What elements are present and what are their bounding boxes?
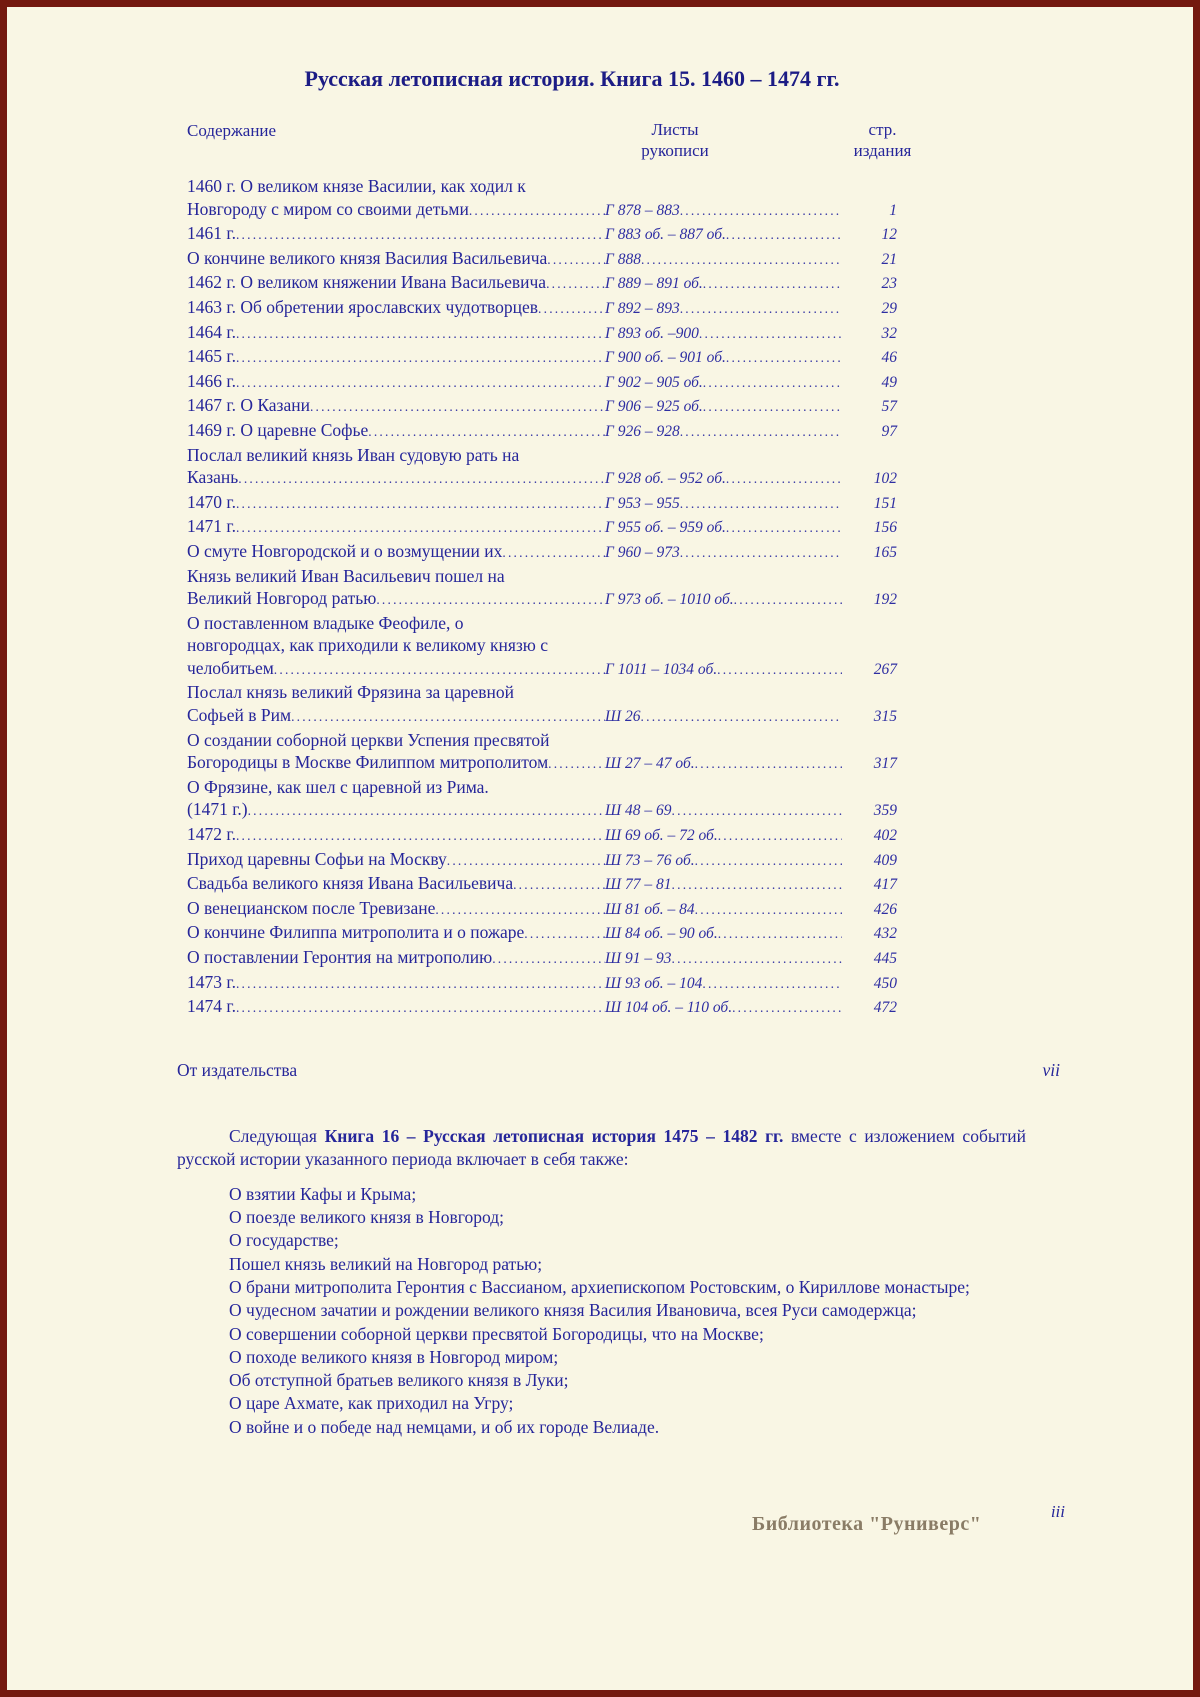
toc-title-line [187, 704, 605, 729]
toc-entry-page: 21 [881, 250, 897, 268]
dot-leader [680, 542, 842, 565]
toc-row [187, 540, 897, 565]
dot-leader [538, 296, 605, 321]
toc-title-line [187, 798, 605, 823]
toc-entry-leaves-text: Г 906 – 925 об. [605, 398, 703, 416]
toc-header-page-line1: стр. [868, 120, 897, 139]
toc-row [187, 897, 897, 922]
toc-title-text: Софьей в Рим [187, 705, 292, 726]
toc-title-line [187, 419, 605, 444]
dot-leader [492, 946, 605, 971]
toc-title-text: О венецианском после Тревизане [187, 897, 436, 918]
toc-title-line [187, 370, 605, 395]
toc-entry-leaves [605, 200, 842, 223]
toc-row [187, 995, 897, 1020]
toc-entry-title [187, 370, 605, 395]
toc-entry-page: 1 [889, 201, 897, 219]
toc-rows [187, 175, 897, 1020]
toc-title-text: 1471 г. [187, 516, 236, 537]
toc-title-line: О поставленном владыке Феофиле, о [187, 612, 464, 633]
toc-entry-title [187, 897, 605, 922]
toc-entry-leaves-text: Ш 27 – 47 об. [605, 755, 695, 773]
dot-leader [726, 517, 842, 540]
toc-row [187, 921, 897, 946]
next-book-item: О брани митрополита Геронтия с Вассианом, архиепископом Ростовским, о Кириллове монастыре; [229, 1276, 970, 1297]
toc-entry-title [187, 491, 605, 516]
toc-entry-leaves [605, 372, 842, 395]
toc-entry-title [187, 321, 605, 346]
toc-entry-leaves-text: Г 883 об. – 887 об. [605, 226, 726, 244]
toc-entry-title [187, 175, 605, 222]
dot-leader [717, 659, 842, 682]
toc-entry-page: 57 [881, 398, 897, 416]
toc-entry-leaves [605, 468, 842, 491]
toc-title-text: 1473 г. [187, 971, 236, 992]
footer-brand: Библиотека "Руниверс" [752, 1513, 982, 1535]
next-book-intro-post: вместе с изложением событий русской истории указанного периода включает в себя также: [177, 1125, 1026, 1169]
toc-title-text: 1472 г. [187, 824, 236, 845]
toc-entry-leaves [605, 706, 842, 729]
toc-title-text: 1467 г. О Казани [187, 395, 310, 416]
next-book-intro-bold: Книга 16 – Русская летописная история 1475 – 1482 гг. [324, 1125, 784, 1146]
dot-leader [376, 587, 605, 612]
toc-title-line [187, 394, 605, 419]
dot-leader [502, 540, 605, 565]
toc-row [187, 175, 897, 222]
toc-row [187, 444, 897, 491]
dot-leader [672, 874, 842, 897]
toc-entry-leaves [605, 659, 842, 682]
toc-entry-page: 267 [873, 660, 897, 678]
toc-title-line: О создании соборной церкви Успения пресвятой [187, 729, 550, 750]
toc-entry-leaves [605, 493, 842, 516]
dot-leader [680, 200, 842, 223]
toc-entry-leaves [605, 589, 842, 612]
toc-entry-leaves-text: Г 902 – 905 об. [605, 373, 703, 391]
dot-leader [310, 394, 605, 419]
toc-title-line: новгородцах, как приходили к великому князю с [187, 635, 549, 656]
toc-row [187, 296, 897, 321]
toc-entry-title [187, 565, 605, 612]
toc-title-text: О кончине Филиппа митрополита и о пожаре [187, 922, 525, 943]
toc-title-text: 1461 г. [187, 223, 236, 244]
toc-entry-leaves-text: Г 973 об. – 1010 об. [605, 591, 734, 609]
toc-title-text: 1463 г. Об обретении ярославских чудотворцев [187, 296, 539, 317]
toc-row [187, 345, 897, 370]
toc-row [187, 394, 897, 419]
toc-title-line [187, 515, 605, 540]
next-book-list [229, 1183, 1026, 1439]
toc-row [187, 848, 897, 873]
toc-entry-leaves-text: Г 928 об. – 952 об. [605, 470, 726, 488]
dot-leader [726, 468, 842, 491]
dot-leader [236, 345, 605, 370]
toc-entry-title [187, 345, 605, 370]
toc-row [187, 247, 897, 272]
toc-entry-leaves [605, 224, 842, 247]
toc-entry-leaves [605, 997, 842, 1020]
toc-title-line [187, 897, 605, 922]
toc-entry-title [187, 515, 605, 540]
toc-entry-title [187, 971, 605, 996]
toc-entry-leaves-text: Г 893 об. –900 [605, 324, 699, 342]
toc-entry-leaves [605, 421, 842, 444]
dot-leader [680, 298, 842, 321]
next-book-item: Об отступной братьев великого князя в Луки; [229, 1370, 569, 1391]
toc-entry-title [187, 394, 605, 419]
toc-entry-leaves-text: Г 878 – 883 [605, 201, 680, 219]
next-book-item: О взятии Кафы и Крыма; [229, 1183, 417, 1204]
toc-entry-page: 32 [881, 324, 897, 342]
toc-title-line [187, 296, 605, 321]
toc-row [187, 222, 897, 247]
toc-entry-page: 432 [873, 925, 897, 943]
dot-leader [236, 971, 605, 996]
toc-entry-leaves-text: Ш 77 – 81 [605, 876, 672, 894]
dot-leader [726, 224, 842, 247]
toc-title-line [187, 271, 605, 296]
toc-entry-page: 315 [873, 708, 897, 726]
dot-leader [641, 706, 842, 729]
toc-entry-leaves-text: Ш 104 об. – 110 об. [605, 999, 733, 1017]
toc-title-line [187, 540, 605, 565]
toc-row [187, 776, 897, 823]
toc-title-line [187, 971, 605, 996]
next-book-item: О совершении соборной церкви пресвятой Богородицы, что на Москве; [229, 1323, 764, 1344]
toc-entry-page: 359 [873, 802, 897, 820]
toc-entry-title [187, 729, 605, 776]
toc-entry-leaves [605, 923, 842, 946]
toc-title-text: Богородицы в Москве Филиппом митрополитом [187, 752, 549, 773]
dot-leader [274, 657, 605, 682]
toc-entry-leaves-text: Г 953 – 955 [605, 494, 680, 512]
table-of-contents [187, 119, 912, 1020]
dot-leader [447, 848, 605, 873]
toc-row [187, 321, 897, 346]
toc-entry-leaves [605, 825, 842, 848]
toc-row [187, 515, 897, 540]
dot-leader [236, 321, 605, 346]
toc-row [187, 872, 897, 897]
toc-entry-page: 151 [873, 494, 897, 512]
toc-header-content: Содержание [187, 121, 277, 140]
toc-entry-leaves [605, 542, 842, 565]
toc-title-text: Великий Новгород ратью [187, 588, 377, 609]
toc-entry-title [187, 776, 605, 823]
toc-entry-page: 102 [873, 470, 897, 488]
toc-title-text: 1464 г. [187, 321, 236, 342]
toc-entry-title [187, 540, 605, 565]
dot-leader [236, 491, 605, 516]
toc-title-line [187, 491, 605, 516]
page-number: iii [1050, 1502, 1065, 1521]
dot-leader [641, 249, 842, 272]
toc-title-line [187, 247, 605, 272]
toc-entry-page: 12 [881, 226, 897, 244]
dot-leader [703, 396, 842, 419]
toc-title-line [187, 995, 605, 1020]
toc-entry-leaves-text: Ш 69 об. – 72 об. [605, 827, 718, 845]
toc-entry-leaves-text: Г 892 – 893 [605, 299, 680, 317]
dot-leader [546, 271, 605, 296]
dot-leader [695, 899, 842, 922]
toc-title-text: челобитьем [187, 657, 274, 678]
toc-entry-page: 445 [873, 950, 897, 967]
toc-entry-page: 472 [873, 999, 897, 1017]
dot-leader [718, 825, 842, 848]
toc-title-text: Казань [187, 467, 239, 488]
dot-leader [703, 273, 842, 296]
dot-leader [548, 751, 605, 776]
toc-header-leaves [605, 119, 745, 161]
toc-entry-leaves [605, 517, 842, 540]
toc-entry-leaves-text: Ш 26 [605, 708, 641, 726]
publisher-note-row [177, 1060, 1060, 1081]
toc-entry-page: 417 [873, 876, 897, 894]
toc-entry-leaves [605, 323, 842, 346]
toc-entry-title [187, 612, 605, 682]
toc-title-line: Послал князь великий Фрязина за царевной [187, 682, 515, 703]
toc-entry-page: 165 [873, 543, 897, 561]
dot-leader [726, 347, 842, 370]
dot-leader [718, 923, 842, 946]
toc-row [187, 565, 897, 612]
toc-title-text: 1462 г. О великом княжении Ивана Васильевича [187, 272, 547, 293]
toc-entry-page: 97 [881, 422, 897, 440]
toc-entry-title [187, 995, 605, 1020]
toc-title-text: Приход царевны Софьи на Москву [187, 848, 447, 869]
toc-header-row [187, 119, 912, 169]
dot-leader [236, 823, 605, 848]
publisher-note-page: vii [1042, 1059, 1060, 1080]
next-book-item: О поезде великого князя в Новгород; [229, 1207, 505, 1228]
toc-entry-leaves [605, 298, 842, 321]
toc-title-text: (1471 г.) [187, 799, 248, 820]
toc-entry-leaves-text: Ш 73 – 76 об. [605, 851, 695, 869]
toc-header-leaves-line2: рукописи [641, 141, 709, 160]
toc-header-leaves-line1: Листы [651, 120, 699, 139]
toc-title-line: Послал великий князь Иван судовую рать на [187, 444, 520, 465]
toc-entry-title [187, 419, 605, 444]
toc-title-line [187, 921, 605, 946]
dot-leader [703, 372, 842, 395]
toc-entry-leaves [605, 973, 842, 996]
dot-leader [469, 198, 605, 223]
dot-leader [547, 247, 605, 272]
toc-row [187, 971, 897, 996]
next-book-item: О государстве; [229, 1230, 339, 1251]
toc-header-page [835, 119, 930, 161]
toc-title-line: 1460 г. О великом князе Василии, как ходил к [187, 176, 526, 196]
toc-title-line [187, 466, 605, 491]
dot-leader [248, 798, 605, 823]
toc-entry-title [187, 848, 605, 873]
toc-entry-title [187, 946, 605, 971]
dot-leader [236, 515, 605, 540]
toc-row [187, 729, 897, 776]
toc-row [187, 946, 897, 971]
toc-title-text: О кончине великого князя Василия Васильевича [187, 247, 548, 268]
toc-title-line [187, 321, 605, 346]
toc-entry-leaves [605, 273, 842, 296]
next-book-intro [177, 1125, 1026, 1171]
toc-entry-leaves-text: Г 900 об. – 901 об. [605, 349, 726, 367]
next-book-item: О царе Ахмате, как приходил на Угру; [229, 1393, 514, 1414]
toc-entry-leaves-text: Ш 81 об. – 84 [605, 900, 695, 918]
toc-title-text: 1470 г. [187, 491, 236, 512]
toc-entry-leaves-text: Ш 93 об. – 104 [605, 974, 703, 992]
toc-entry-page: 409 [873, 851, 897, 869]
toc-title-text: 1465 г. [187, 346, 236, 367]
toc-title-line [187, 657, 605, 682]
toc-title-line [187, 198, 605, 223]
dot-leader [734, 589, 842, 612]
dot-leader [238, 466, 605, 491]
next-book-intro-pre: Следующая [229, 1125, 325, 1146]
dot-leader [435, 897, 605, 922]
toc-entry-leaves-text: Ш 84 об. – 90 об. [605, 925, 718, 943]
toc-title-text: О поставлении Геронтия на митрополию [187, 947, 493, 967]
toc-row [187, 271, 897, 296]
dot-leader [524, 921, 605, 946]
toc-entry-leaves [605, 753, 842, 776]
dot-leader [672, 948, 842, 971]
toc-row [187, 419, 897, 444]
toc-entry-page: 29 [881, 299, 897, 317]
toc-entry-page: 23 [881, 275, 897, 293]
toc-entry-title [187, 271, 605, 296]
toc-entry-title [187, 222, 605, 247]
toc-title-text: Новгороду с миром со своими детьми [187, 198, 469, 219]
toc-row [187, 370, 897, 395]
toc-entry-leaves-text: Г 960 – 973 [605, 543, 680, 561]
toc-entry-title [187, 296, 605, 321]
dot-leader [291, 704, 605, 729]
toc-entry-leaves-text: Г 888 [605, 250, 641, 268]
toc-title-line [187, 872, 605, 897]
toc-title-text: 1466 г. [187, 370, 236, 391]
toc-title-line [187, 823, 605, 848]
toc-title-text: Свадьба великого князя Ивана Васильевича [187, 873, 514, 894]
toc-entry-title [187, 921, 605, 946]
toc-title-line: Князь великий Иван Васильевич пошел на [187, 565, 505, 586]
toc-entry-title [187, 247, 605, 272]
toc-entry-leaves [605, 850, 842, 873]
dot-leader [695, 753, 842, 776]
toc-entry-page: 46 [881, 349, 897, 367]
toc-entry-page: 49 [881, 373, 897, 391]
dot-leader [672, 800, 842, 823]
toc-entry-leaves [605, 249, 842, 272]
toc-title-line [187, 751, 605, 776]
next-book-item: О походе великого князя в Новгород миром; [229, 1346, 559, 1367]
toc-title-line [187, 222, 605, 247]
toc-entry-leaves-text: Г 889 – 891 об. [605, 275, 703, 293]
next-book-item: Пошел князь великий на Новгород ратью; [229, 1253, 543, 1274]
dot-leader [513, 872, 605, 897]
toc-title-line [187, 345, 605, 370]
toc-row [187, 823, 897, 848]
toc-entry-page: 156 [873, 519, 897, 537]
dot-leader [702, 973, 842, 996]
dot-leader [695, 850, 842, 873]
toc-entry-leaves [605, 347, 842, 370]
toc-entry-title [187, 444, 605, 491]
next-book-item: О войне и о победе над немцами, и об их городе Велиаде. [229, 1416, 660, 1437]
dot-leader [236, 222, 605, 247]
toc-entry-leaves-text: Г 1011 – 1034 об. [605, 660, 718, 678]
toc-title-line [187, 946, 605, 971]
toc-title-text: О смуте Новгородской и о возмущении их [187, 540, 503, 561]
dot-leader [680, 421, 842, 444]
toc-entry-page: 450 [873, 974, 897, 992]
toc-entry-leaves-text: Г 955 об. – 959 об. [605, 519, 726, 537]
dot-leader [680, 493, 842, 516]
toc-entry-leaves [605, 874, 842, 897]
toc-entry-title [187, 681, 605, 728]
toc-entry-leaves [605, 396, 842, 419]
toc-header-page-line2: издания [853, 141, 912, 160]
page-title: Русская летописная история. Книга 15. 1460 – 1474 гг. [304, 66, 840, 91]
toc-entry-leaves-text: Г 926 – 928 [605, 422, 680, 440]
toc-entry-leaves-text: Ш 91 – 93 [605, 950, 672, 967]
toc-title-line [187, 848, 605, 873]
dot-leader [732, 997, 842, 1020]
dot-leader [699, 323, 842, 346]
toc-row [187, 612, 897, 682]
dot-leader [368, 419, 605, 444]
toc-entry-leaves [605, 800, 842, 823]
toc-entry-page: 402 [873, 827, 897, 845]
toc-entry-leaves-text: Ш 48 – 69 [605, 802, 672, 820]
publisher-note-label: От издательства [177, 1059, 298, 1080]
toc-entry-title [187, 872, 605, 897]
toc-entry-leaves [605, 948, 842, 971]
page-content [7, 7, 1193, 1439]
dot-leader [236, 370, 605, 395]
toc-title-text: 1474 г. [187, 996, 236, 1017]
toc-title-text: 1469 г. О царевне Софье [187, 419, 369, 440]
toc-entry-leaves [605, 899, 842, 922]
toc-title-line: О Фрязине, как шел с царевной из Рима. [187, 776, 489, 797]
toc-row [187, 491, 897, 516]
dot-leader [236, 995, 605, 1020]
toc-title-line [187, 587, 605, 612]
toc-row [187, 681, 897, 728]
toc-entry-title [187, 823, 605, 848]
toc-entry-page: 426 [873, 900, 897, 918]
next-book-item: О чудесном зачатии и рождении великого князя Василия Ивановича, всея Руси самодержца; [229, 1300, 917, 1321]
toc-entry-page: 192 [873, 591, 897, 609]
toc-entry-page: 317 [873, 755, 897, 773]
